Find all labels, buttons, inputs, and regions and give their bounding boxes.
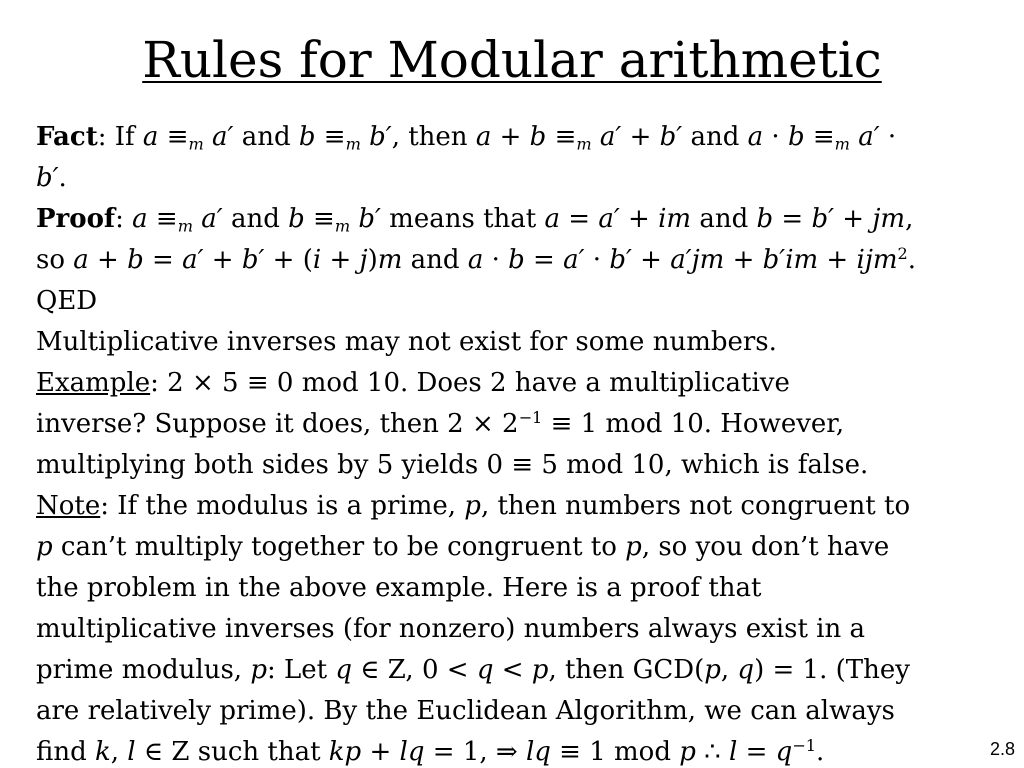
dot-symbol: · xyxy=(879,122,897,152)
term-im: im xyxy=(658,204,692,234)
fact-line-2 xyxy=(36,158,1011,199)
modulus-subscript: m xyxy=(334,216,351,236)
example-text: inverse? Suppose it does, then 2 × 2 xyxy=(36,409,519,439)
var-a-prime: a′ xyxy=(598,204,620,234)
var-b-prime: b′ xyxy=(36,163,59,193)
example-line-1 xyxy=(36,363,1011,404)
congruence-symbol: ≡ xyxy=(546,122,577,152)
var-a: a xyxy=(747,122,764,152)
proof-text: : xyxy=(115,204,133,234)
var-k: k xyxy=(95,737,111,767)
note-text: ≡ 1 mod xyxy=(550,737,680,767)
equals-symbol: = xyxy=(143,245,183,275)
plus-symbol: + xyxy=(321,245,360,275)
modulus-subscript: m xyxy=(177,216,194,236)
note-text: ∈ Z such that xyxy=(135,737,329,767)
plus-symbol: + xyxy=(818,245,857,275)
var-b: b xyxy=(298,122,316,152)
var-b: b xyxy=(756,204,774,234)
var-m: m xyxy=(377,245,403,275)
fact-line-1 xyxy=(36,117,1011,158)
exponent: −1 xyxy=(518,408,543,428)
congruence-symbol: ≡ xyxy=(147,204,178,234)
note-text: , then GCD( xyxy=(548,655,705,685)
note-line-7 xyxy=(36,732,1011,768)
fact-text: and xyxy=(233,122,299,152)
var-q: q xyxy=(335,655,353,685)
note-line-1 xyxy=(36,486,1011,527)
modulus-subscript: m xyxy=(834,134,850,154)
proof-text: means that xyxy=(380,204,545,234)
var-b: b xyxy=(288,204,305,234)
plus-symbol: + xyxy=(619,204,659,234)
note-text: , xyxy=(110,737,128,767)
proof-line-2 xyxy=(36,240,1011,281)
note-line-5 xyxy=(36,650,1011,691)
var-a-prime: a′ xyxy=(563,245,585,275)
note-text: : Let xyxy=(266,655,336,685)
var-a-prime: a′ xyxy=(193,204,223,234)
congruence-symbol: ≡ xyxy=(304,204,335,234)
equals-symbol: = xyxy=(560,204,599,234)
exponent: 2 xyxy=(897,244,908,264)
paren: ) xyxy=(367,245,378,275)
slide-title: Rules for Modular arithmetic xyxy=(142,31,882,89)
note-label: Note xyxy=(36,491,101,521)
note-text: prime modulus, xyxy=(36,655,251,685)
var-p: p xyxy=(464,491,481,521)
example-line-2 xyxy=(36,404,1011,445)
note-text: ∈ Z, 0 < xyxy=(352,655,477,685)
var-q: q xyxy=(775,737,793,767)
term-bpim: b′im xyxy=(762,245,819,275)
note-text: : If the modulus is a prime, xyxy=(100,491,465,521)
var-q: q xyxy=(737,655,755,685)
var-a: a xyxy=(132,204,148,234)
example-text: ≡ 1 mod 10. However, xyxy=(542,409,845,439)
note-text: = xyxy=(737,737,776,767)
dot-symbol: · xyxy=(763,122,788,152)
var-a: a xyxy=(467,245,484,275)
note-line-2 xyxy=(36,527,1011,568)
proof-text: and xyxy=(691,204,757,234)
fact-text: and xyxy=(682,122,748,152)
var-a-prime: a′ xyxy=(849,122,880,152)
equals-symbol: = xyxy=(773,204,812,234)
proof-text: . xyxy=(907,245,917,275)
note-text: can’t multiply together to be congruent to xyxy=(52,532,626,562)
plus-symbol: + xyxy=(724,245,763,275)
modulus-subscript: m xyxy=(576,134,592,154)
note-text: ) = 1. (They xyxy=(754,655,910,685)
congruence-symbol: ≡ xyxy=(804,122,835,152)
var-l: l xyxy=(728,737,738,767)
var-a: a xyxy=(73,245,89,275)
var-j: j xyxy=(359,245,368,275)
plus-symbol: + xyxy=(88,245,128,275)
term-ijm: ijm xyxy=(856,245,898,275)
note-line-3: the problem in the above example. Here is a proof that xyxy=(36,573,762,603)
plus-symbol: + xyxy=(264,245,303,275)
var-b-prime: b′ xyxy=(360,122,392,152)
term-kp: kp xyxy=(328,737,362,767)
plus-symbol: + xyxy=(834,204,873,234)
plus-symbol: + xyxy=(621,122,660,152)
example-text: : 2 × 5 ≡ 0 mod 10. Does 2 have a multiplicative xyxy=(150,368,790,398)
equals-symbol: = xyxy=(524,245,564,275)
var-p: p xyxy=(250,655,267,685)
var-b-prime: b′ xyxy=(241,245,265,275)
note-line-4: multiplicative inverses (for nonzero) numbers always exist in a xyxy=(36,614,865,644)
term-jm: jm xyxy=(872,204,906,234)
var-p: p xyxy=(679,737,696,767)
proof-text: and xyxy=(222,204,289,234)
fact-label: Fact xyxy=(36,122,98,152)
var-b-prime: b′ xyxy=(811,204,835,234)
var-a: a xyxy=(544,204,561,234)
slide-number: 2.8 xyxy=(989,739,1015,759)
var-p: p xyxy=(36,532,53,562)
proof-text: and xyxy=(402,245,468,275)
term-apjm: a′jm xyxy=(670,245,725,275)
dot-symbol: · xyxy=(584,245,610,275)
proof-label: Proof xyxy=(36,204,116,234)
var-a-prime: a′ xyxy=(591,122,622,152)
var-a: a xyxy=(475,122,492,152)
var-p: p xyxy=(531,655,549,685)
var-p: p xyxy=(704,655,721,685)
note-text: , then numbers not congruent to xyxy=(480,491,911,521)
var-l: l xyxy=(127,737,136,767)
var-b-prime: b′ xyxy=(659,122,683,152)
term-lq: lq xyxy=(399,737,425,767)
var-q: q xyxy=(476,655,494,685)
modulus-subscript: m xyxy=(188,134,204,154)
note-text: , so you don’t have xyxy=(641,532,890,562)
inverses-line: Multiplicative inverses may not exist for some numbers. xyxy=(36,327,777,357)
var-a-prime: a′ xyxy=(203,122,234,152)
proof-text: so xyxy=(36,245,74,275)
note-text: ∴ xyxy=(695,737,729,767)
exponent: −1 xyxy=(792,736,817,756)
proof-line-1 xyxy=(36,199,1011,240)
var-b: b xyxy=(127,245,144,275)
note-line-6: are relatively prime). By the Euclidean Algorithm, we can always xyxy=(36,696,895,726)
var-b: b xyxy=(508,245,525,275)
note-text: + xyxy=(361,737,400,767)
plus-symbol: + xyxy=(203,245,242,275)
var-b-prime: b′ xyxy=(350,204,381,234)
congruence-symbol: ≡ xyxy=(158,122,189,152)
note-text: , xyxy=(720,655,738,685)
var-b: b xyxy=(787,122,805,152)
fact-text: : If xyxy=(97,122,143,152)
paren: ( xyxy=(302,245,313,275)
plus-symbol: + xyxy=(631,245,671,275)
proof-text: , xyxy=(905,204,914,234)
note-text: find xyxy=(36,737,95,767)
note-text: < xyxy=(493,655,532,685)
modulus-subscript: m xyxy=(345,134,361,154)
term-lq: lq xyxy=(525,737,551,767)
fact-text: , then xyxy=(391,122,476,152)
var-p: p xyxy=(625,532,642,562)
note-text: = 1, ⇒ xyxy=(424,737,526,767)
plus-symbol: + xyxy=(491,122,530,152)
fact-text: . xyxy=(58,163,67,193)
var-b: b xyxy=(529,122,547,152)
slide-body xyxy=(36,117,1011,768)
qed-line: QED xyxy=(36,286,98,316)
congruence-symbol: ≡ xyxy=(315,122,346,152)
var-a-prime: a′ xyxy=(182,245,204,275)
example-label: Example xyxy=(36,368,151,398)
var-i: i xyxy=(312,245,322,275)
note-text: . xyxy=(816,737,825,767)
dot-symbol: · xyxy=(483,245,509,275)
var-a: a xyxy=(142,122,159,152)
example-line-3: multiplying both sides by 5 yields 0 ≡ 5 mod 10, which is false. xyxy=(36,450,869,480)
var-b-prime: b′ xyxy=(609,245,632,275)
